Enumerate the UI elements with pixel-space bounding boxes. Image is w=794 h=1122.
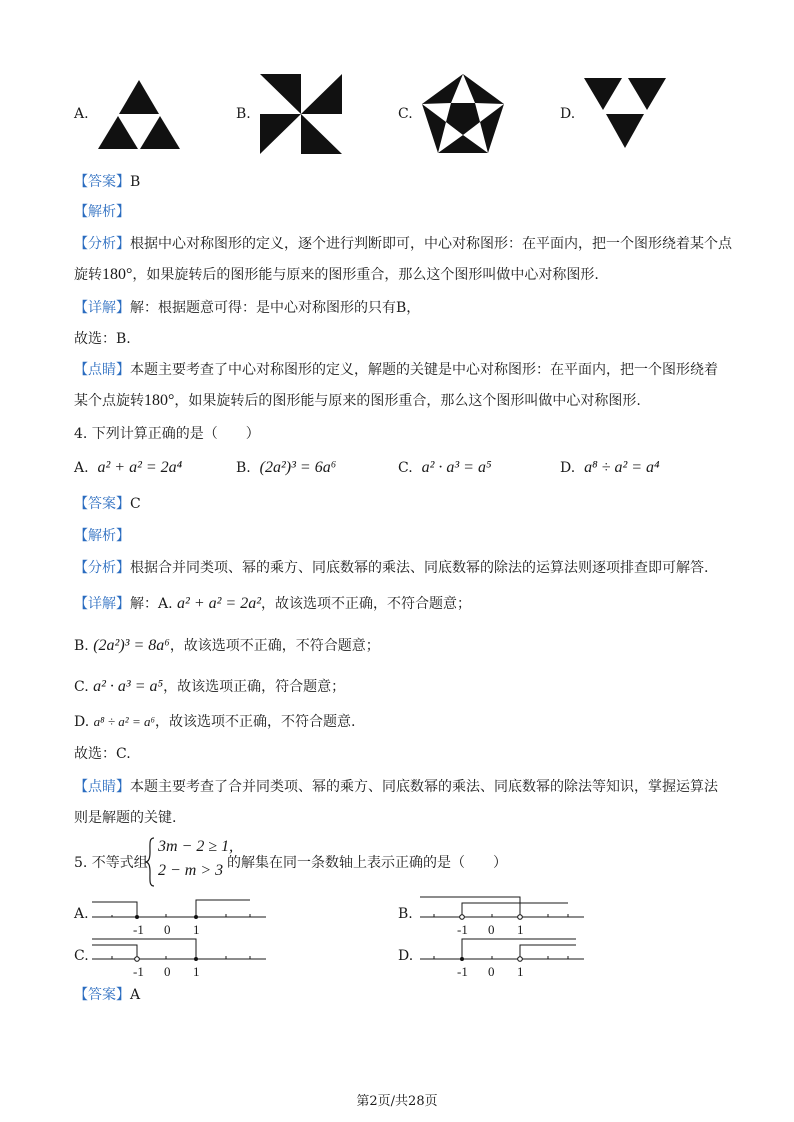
q4-fenxi: 【分析】根据合并同类项、幂的乘方、同底数幂的乘法、同底数幂的除法的运算法则逐项排查即可解答. — [74, 560, 709, 576]
q4-analysis-heading: 【解析】 — [74, 528, 130, 544]
triangle-top-right — [628, 78, 666, 110]
q4-option-a: A. a² + a² = 2a⁴ — [74, 459, 183, 476]
tick-label: 1 — [517, 964, 524, 979]
triangle-bottom — [606, 114, 644, 148]
pinwheel-blade-4 — [260, 114, 301, 154]
number-line-a — [90, 890, 270, 934]
q3-dianjing-line1: 【点睛】本题主要考查了中心对称图形的定义，解题的关键是中心对称图形：在平面内，把一个图形绕着 — [74, 362, 718, 378]
q3-option-b-label: B. — [236, 106, 251, 122]
q3-fenxi-line1: 【分析】根据中心对称图形的定义，逐个进行判断即可，中心对称图形：在平面内，把一个图形绕着某个点 — [74, 236, 732, 252]
number-line-b — [418, 890, 588, 934]
inequality-1: 3m − 2 ≥ 1, — [158, 838, 234, 855]
q3-option-a-label: A. — [74, 106, 89, 122]
pinwheel-blade-1 — [260, 74, 301, 114]
sierpinski-triangle-figure — [96, 78, 182, 150]
pentagon-star-figure — [420, 72, 506, 156]
q4-xiangjie-a: 【详解】解：A. a² + a² = 2a²，故该选项不正确，不符合题意； — [74, 595, 471, 612]
q4-option-b: B. (2a²)³ = 6a⁶ — [236, 459, 337, 476]
q4-option-c: C. a² · a³ = a⁵ — [398, 459, 492, 476]
q4-dianjing-line2: 则是解题的关键. — [74, 810, 177, 826]
q3-option-d-label: D. — [560, 106, 576, 122]
q3-choose: 故选：B. — [74, 331, 131, 347]
tick-label: -1 — [457, 922, 468, 937]
tick-label: 0 — [164, 964, 171, 979]
pinwheel-blade-2 — [301, 74, 342, 114]
q4-stem: 4. 下列计算正确的是（ ） — [74, 426, 260, 442]
pinwheel-blade-3 — [301, 114, 342, 154]
q5-stem-prefix: 5. 不等式组 — [74, 855, 148, 871]
q5-option-c-label: C. — [74, 948, 89, 964]
tick-label: -1 — [133, 922, 144, 937]
q4-xiangjie-b: B. (2a²)³ = 8a⁶，故该选项不正确，不符合题意； — [74, 637, 380, 654]
tick-label: 0 — [488, 922, 495, 937]
tick-label: -1 — [457, 964, 468, 979]
triangle-left — [98, 116, 138, 149]
q4-answer: 【答案】C — [74, 496, 141, 512]
triangle-top-left — [584, 78, 622, 110]
tick-label: 0 — [488, 964, 495, 979]
tick-label: 1 — [193, 922, 200, 937]
number-line-d — [418, 932, 588, 976]
q3-dianjing-line2: 某个点旋转180°，如果旋转后的图形能与原来的图形重合，那么这个图形叫做中心对称图形. — [74, 392, 641, 409]
triangle-right — [140, 116, 180, 149]
q5-option-d-label: D. — [398, 948, 414, 964]
q3-analysis-heading: 【解析】 — [74, 204, 130, 220]
q5-stem-suffix: 的解集在同一条数轴上表示正确的是（ ） — [227, 855, 507, 871]
q5-option-a-label: A. — [74, 906, 89, 922]
tick-label: 0 — [164, 922, 171, 937]
q3-xiangjie: 【详解】解：根据题意可得：是中心对称图形的只有B， — [74, 300, 421, 316]
q4-xiangjie-c: C. a² · a³ = a⁵，故该选项正确，符合题意； — [74, 678, 346, 695]
left-brace-icon — [144, 836, 156, 888]
page-footer: 第2页/共28页 — [356, 1094, 438, 1109]
q4-option-d: D. a⁸ ÷ a² = a⁴ — [560, 459, 660, 476]
q3-answer: 【答案】B — [74, 174, 141, 190]
pinwheel-figure — [258, 72, 344, 156]
inequality-2: 2 − m > 3 — [158, 862, 224, 879]
q5-answer: 【答案】A — [74, 987, 141, 1003]
q4-xiangjie-d: D. a⁸ ÷ a² = a⁶，故该选项不正确，不符合题意. — [74, 714, 356, 730]
tick-label: -1 — [133, 964, 144, 979]
q4-dianjing-line1: 【点睛】本题主要考查了合并同类项、幂的乘方、同底数幂的乘法、同底数幂的除法等知识，掌握运算法 — [74, 779, 718, 795]
number-line-c — [90, 932, 270, 976]
q3-option-c-label: C. — [398, 106, 413, 122]
tick-label: 1 — [517, 922, 524, 937]
three-triangles-figure — [582, 76, 668, 152]
triangle-top — [119, 80, 159, 114]
q4-choose: 故选：C. — [74, 746, 131, 762]
q5-option-b-label: B. — [398, 906, 413, 922]
q3-fenxi-line2: 旋转180°，如果旋转后的图形能与原来的图形重合，那么这个图形叫做中心对称图形. — [74, 266, 599, 283]
tick-label: 1 — [193, 964, 200, 979]
